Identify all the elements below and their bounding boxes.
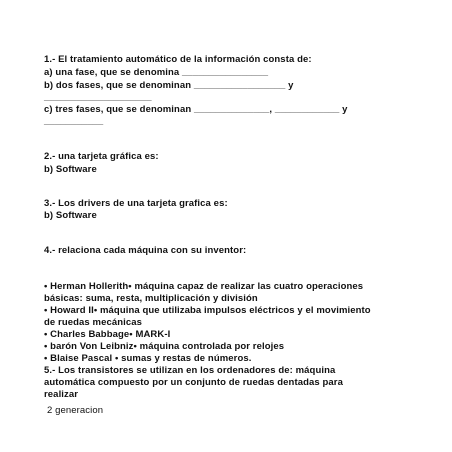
question-4-item: • barón Von Leibniz• máquina controlada por relojes — [44, 341, 285, 352]
question-3-title: 3.- Los drivers de una tarjeta grafica es: — [44, 198, 228, 209]
question-5-answer: 2 generacion — [47, 405, 104, 416]
question-4-item: • Howard II• máquina que utilizaba impulsos eléctricos y el movimiento — [44, 305, 371, 316]
question-1-option-b-continuation: ____________________ — [44, 92, 152, 103]
question-4-item: • Blaise Pascal • sumas y restas de números. — [44, 353, 252, 364]
question-4-item: básicas: suma, resta, multiplicación y división — [44, 293, 258, 304]
question-4-item: • Charles Babbage• MARK-I — [44, 329, 171, 340]
question-5-line: automática compuesto por un conjunto de ruedas dentadas para — [44, 377, 343, 388]
question-5-line: realizar — [44, 389, 79, 400]
question-5-line: 5.- Los transistores se utilizan en los ordenadores de: máquina — [44, 365, 336, 376]
question-4-item: de ruedas mecánicas — [44, 317, 143, 328]
question-2-title: 2.- una tarjeta gráfica es: — [44, 151, 159, 162]
question-4-title: 4.- relaciona cada máquina con su inventor: — [44, 245, 247, 256]
question-4-item: • Herman Hollerith• máquina capaz de realizar las cuatro operaciones — [44, 281, 364, 292]
question-1-title: 1.- El tratamiento automático de la información consta de: — [44, 54, 312, 65]
question-3-answer: b) Software — [44, 210, 97, 221]
question-1-option-b: b) dos fases, que se denominan _________________ y — [44, 80, 294, 91]
question-1-option-c: c) tres fases, que se denominan ______________, ____________ y — [44, 104, 348, 115]
question-1-option-a: a) una fase, que se denomina ________________ — [44, 67, 269, 78]
question-2-answer: b) Software — [44, 164, 97, 175]
question-1-option-c-continuation: ___________ — [44, 116, 104, 127]
